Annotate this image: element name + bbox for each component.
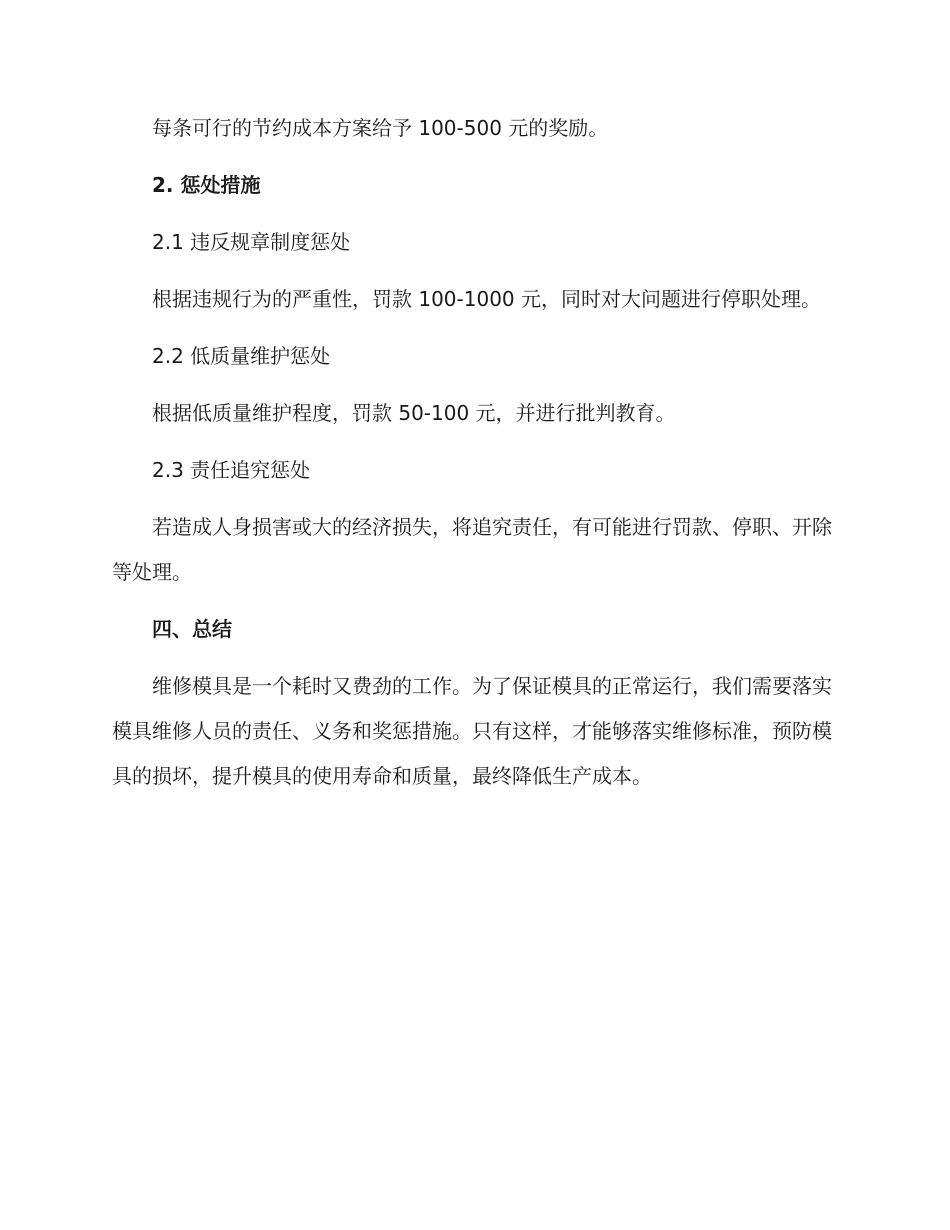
paragraph-rule-violation-penalty: 根据违规行为的严重性，罚款 100-1000 元，同时对大问题进行停职处理。	[152, 287, 822, 311]
paragraph-reward-cost-saving: 每条可行的节约成本方案给予 100-500 元的奖励。	[152, 116, 609, 140]
section-heading-summary: 四、总结	[152, 617, 232, 641]
paragraph-low-quality-maintenance-penalty: 根据低质量维护程度，罚款 50-100 元，并进行批判教育。	[152, 401, 676, 425]
paragraph-summary: 维修模具是一个耗时又费劲的工作。为了保证模具的正常运行，我们需要落实模具维修人员的责任、义务和奖惩措施。只有这样，才能够落实维修标准，预防模具的损坏，提升模具的使用寿命和质量，最终降低生产成本。	[112, 674, 832, 788]
subheading-accountability-penalty: 2.3 责任追究惩处	[152, 458, 311, 482]
paragraph-accountability-penalty: 若造成人身损害或大的经济损失，将追究责任，有可能进行罚款、停职、开除等处理。	[112, 515, 832, 584]
subheading-rule-violation-penalty: 2.1 违反规章制度惩处	[152, 230, 351, 254]
section-heading-penalty-measures: 2. 惩处措施	[152, 173, 261, 197]
document-page	[112, 106, 832, 811]
subheading-low-quality-maintenance-penalty: 2.2 低质量维护惩处	[152, 344, 331, 368]
